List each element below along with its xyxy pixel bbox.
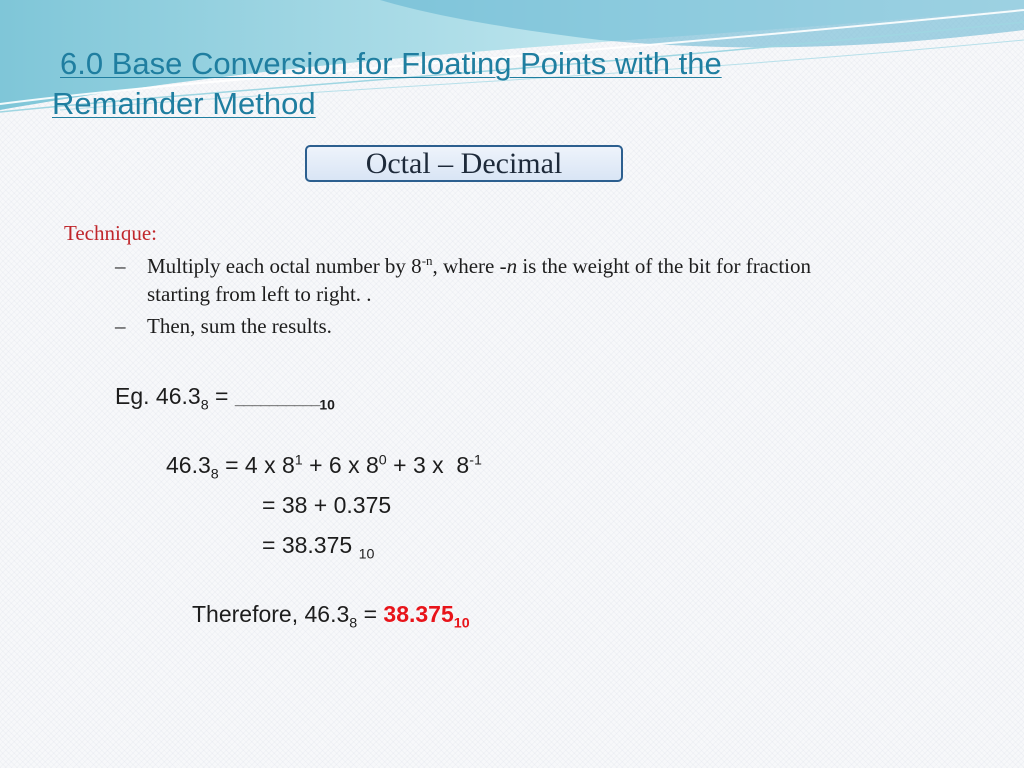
answer-base-subscript: 10 xyxy=(453,615,470,632)
exponent: -1 xyxy=(469,452,482,469)
step-text: + 6 x 8 xyxy=(302,452,379,478)
exponent: 1 xyxy=(294,452,303,469)
conclusion-text: Therefore, 46.3 xyxy=(192,601,350,627)
bullet-sum-text: Then, sum the results. xyxy=(147,314,332,338)
slide-title xyxy=(52,44,852,124)
base-subscript: 10 xyxy=(319,396,335,413)
exponent: -n xyxy=(421,253,433,268)
base-subscript: 8 xyxy=(200,397,209,414)
answer-value: 38.375 xyxy=(383,601,454,627)
example-line xyxy=(115,383,335,414)
work-step-3 xyxy=(262,532,375,563)
subtitle-box xyxy=(305,145,623,182)
step-text: = 4 x 8 xyxy=(218,452,295,478)
bullet-text-part: Multiply each octal number by 8 xyxy=(147,254,422,278)
bullet-text-part: is the weight of the bit for fraction xyxy=(517,254,811,278)
answer-blank: __________ xyxy=(234,389,320,408)
work-step-2: = 38 + 0.375 xyxy=(262,492,392,518)
technique-label: Technique: xyxy=(64,221,157,245)
bullet-text-part: , where - xyxy=(432,254,507,278)
bullet-dash: – xyxy=(115,254,126,278)
exponent: 0 xyxy=(378,452,387,469)
subtitle-text: Octal – Decimal xyxy=(365,147,563,180)
slide-title-line1: 6.0 Base Conversion for Floating Points with the xyxy=(60,46,722,81)
example-prefix: Eg. 46.3 xyxy=(115,383,201,409)
work-step-1 xyxy=(166,452,482,483)
bullet-dash: – xyxy=(115,314,126,338)
bullet-multiply-text xyxy=(147,252,947,308)
base-subscript: 10 xyxy=(358,546,375,563)
step-text: = 38.375 xyxy=(262,532,359,558)
bullet-text-part: starting from left to right. . xyxy=(147,282,372,306)
base-subscript: 8 xyxy=(210,466,219,483)
slide-title-line2: Remainder Method xyxy=(52,86,316,121)
conclusion-line xyxy=(192,601,470,632)
equals: = xyxy=(208,383,235,409)
base-subscript: 8 xyxy=(349,615,358,632)
step-text: 46.3 xyxy=(166,452,211,478)
equals: = xyxy=(357,601,384,627)
step-text: + 3 x 8 xyxy=(386,452,470,478)
variable-n: n xyxy=(506,254,518,278)
